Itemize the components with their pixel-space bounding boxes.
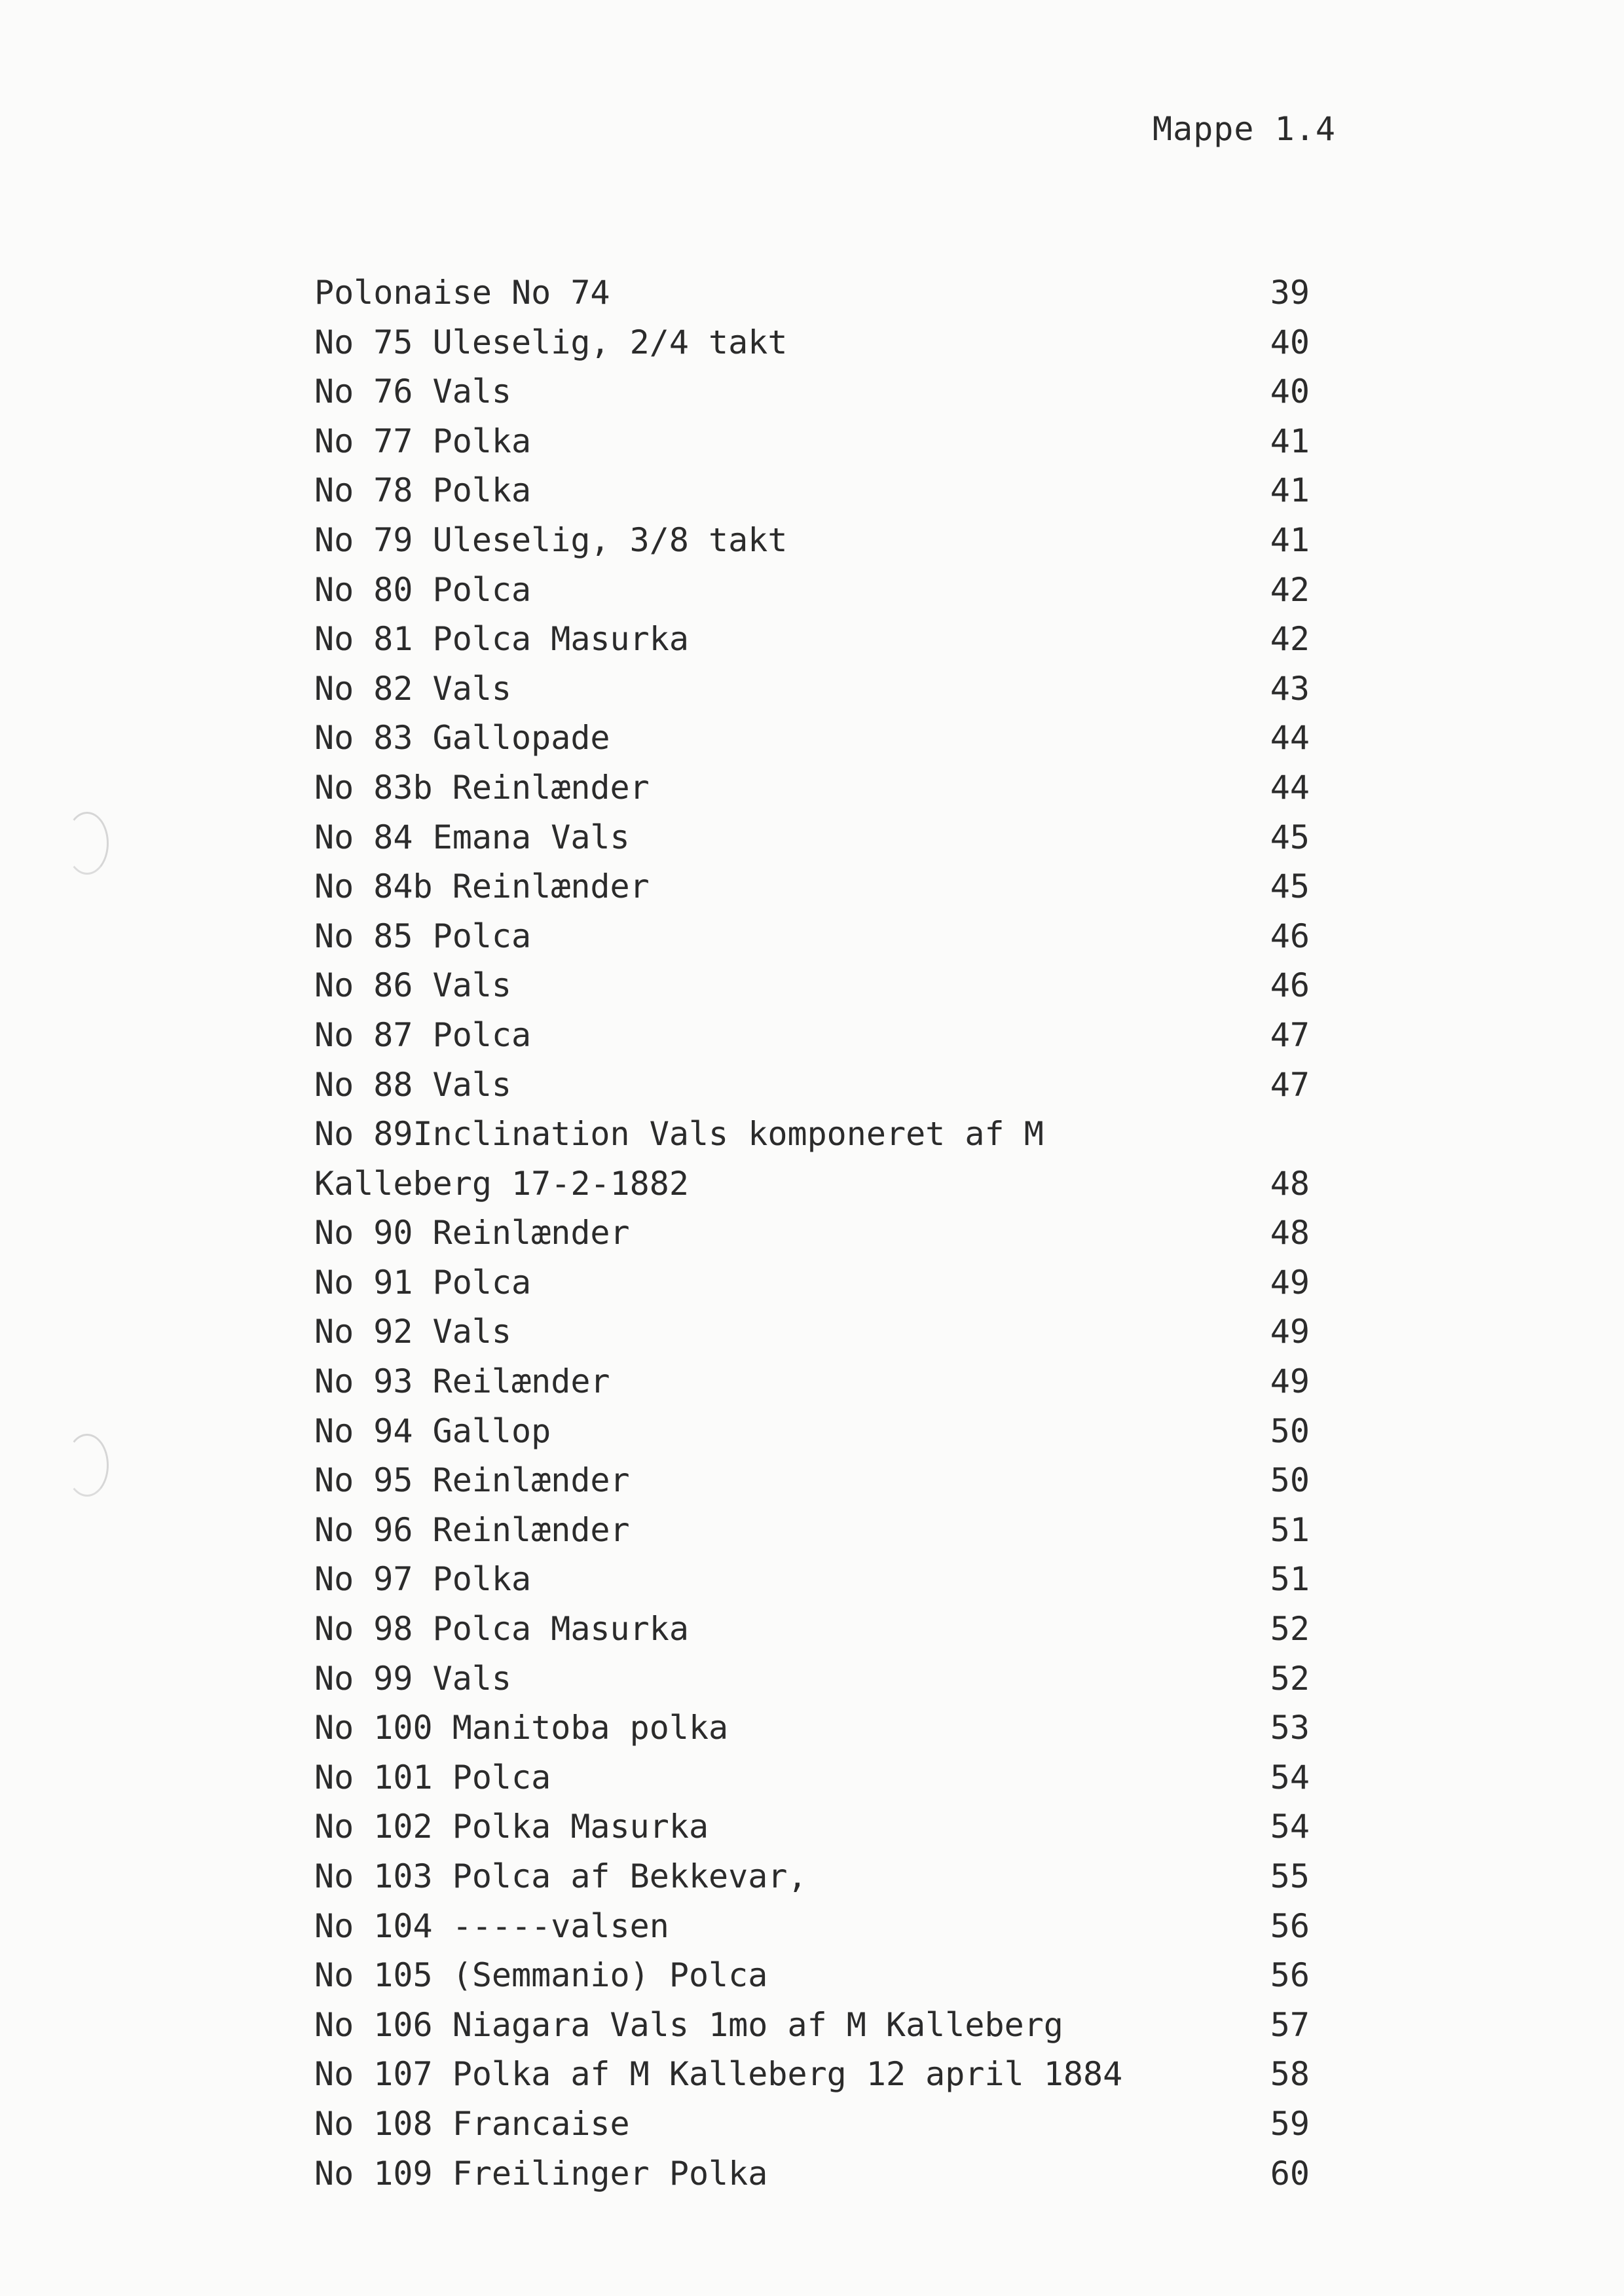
toc-row — [314, 1852, 1336, 1902]
toc-entry-title: No 78 Polka — [314, 471, 532, 510]
toc-entry-title: No 83b Reinlænder — [314, 768, 650, 807]
toc-entry-title: No 84 Emana Vals — [314, 818, 630, 856]
toc-row — [314, 1951, 1336, 2001]
toc-entry-page: 39 — [1270, 274, 1310, 312]
toc-entry-title: No 91 Polca — [314, 1263, 532, 1302]
toc-entry-title: No 102 Polka Masurka — [314, 1808, 709, 1846]
toc-entry-title: No 101 Polca — [314, 1758, 551, 1796]
toc-row — [314, 1258, 1336, 1308]
toc-row — [314, 2100, 1336, 2149]
toc-entry-page: 44 — [1270, 719, 1310, 757]
toc-entry-title: No 82 Vals — [314, 669, 512, 708]
toc-row — [314, 1456, 1336, 1506]
toc-entry-title: No 108 Francaise — [314, 2104, 630, 2143]
toc-entry-page: 41 — [1270, 471, 1310, 510]
toc-row — [314, 268, 1336, 318]
toc-entry-title: No 100 Manitoba polka — [314, 1709, 729, 1747]
toc-entry-title: No 98 Polca Masurka — [314, 1610, 689, 1649]
toc-entry-page: 51 — [1270, 1560, 1310, 1599]
toc-entry-page: 50 — [1270, 1461, 1310, 1500]
toc-entry-title: No 107 Polka af M Kalleberg 12 april 1884 — [314, 2055, 1123, 2094]
toc-entry-title: No 86 Vals — [314, 966, 512, 1005]
toc-entry-title: No 84b Reinlænder — [314, 867, 650, 906]
folder-label: Mappe 1.4 — [1153, 110, 1336, 148]
toc-entry-page: 46 — [1270, 966, 1310, 1005]
toc-row — [314, 1555, 1336, 1605]
punch-hole-top — [65, 812, 109, 875]
toc-row — [314, 862, 1336, 912]
toc-row — [314, 1011, 1336, 1061]
toc-entry-page: 49 — [1270, 1263, 1310, 1302]
toc-entry-page: 55 — [1270, 1857, 1310, 1895]
punch-hole-bottom — [65, 1434, 109, 1497]
toc-entry-title: No 93 Reilænder — [314, 1362, 610, 1401]
toc-row — [314, 466, 1336, 516]
toc-entry-page: 56 — [1270, 1906, 1310, 1945]
toc-entry-title: No 75 Uleselig, 2/4 takt — [314, 323, 788, 361]
toc-entry-page: 52 — [1270, 1659, 1310, 1698]
toc-row — [314, 1061, 1336, 1110]
toc-entry-title: No 81 Polca Masurka — [314, 620, 689, 659]
toc-entry-title: No 90 Reinlænder — [314, 1214, 630, 1252]
toc-row — [314, 1605, 1336, 1654]
toc-entry-page: 48 — [1270, 1164, 1310, 1203]
toc-entry-page: 54 — [1270, 1758, 1310, 1796]
toc-row — [314, 1307, 1336, 1357]
toc-entry-title: No 77 Polka — [314, 422, 532, 460]
toc-row — [314, 367, 1336, 417]
toc-entry-page: 40 — [1270, 323, 1310, 361]
toc-row — [314, 2050, 1336, 2100]
toc-row — [314, 2001, 1336, 2050]
toc-entry-title: No 103 Polca af Bekkevar, — [314, 1857, 807, 1895]
toc-entry-page: 60 — [1270, 2154, 1310, 2193]
toc-entry-title: No 105 (Semmanio) Polca — [314, 1956, 768, 1995]
toc-row — [314, 1802, 1336, 1852]
toc-entry-title: No 88 Vals — [314, 1065, 512, 1104]
toc-entry-page: 45 — [1270, 867, 1310, 906]
toc-entry-title: No 96 Reinlænder — [314, 1510, 630, 1549]
toc-entry-page: 53 — [1270, 1709, 1310, 1747]
toc-entry-title: Polonaise No 74 — [314, 274, 610, 312]
toc-row — [314, 318, 1336, 368]
toc-entry-title: Kalleberg 17-2-1882 — [314, 1164, 689, 1203]
toc-entry-page: 41 — [1270, 422, 1310, 460]
toc-entry-title: No 97 Polka — [314, 1560, 532, 1599]
toc-entry-page: 44 — [1270, 768, 1310, 807]
toc-row — [314, 961, 1336, 1011]
toc-entry-page: 50 — [1270, 1412, 1310, 1450]
toc-entry-title: No 92 Vals — [314, 1313, 512, 1351]
toc-entry-page: 58 — [1270, 2055, 1310, 2094]
toc-row — [314, 1407, 1336, 1457]
toc-entry-page: 47 — [1270, 1065, 1310, 1104]
toc-row — [314, 516, 1336, 566]
toc-entry-title: No 104 -----valsen — [314, 1906, 669, 1945]
toc-row — [314, 1902, 1336, 1952]
toc-row — [314, 615, 1336, 665]
toc-row — [314, 1209, 1336, 1258]
toc-entry-page: 52 — [1270, 1610, 1310, 1649]
toc-entry-page: 49 — [1270, 1313, 1310, 1351]
toc-entry-page: 40 — [1270, 373, 1310, 411]
toc-entry-page: 54 — [1270, 1808, 1310, 1846]
toc-row — [314, 813, 1336, 863]
toc-entry-title: No 106 Niagara Vals 1mo af M Kalleberg — [314, 2005, 1063, 2044]
toc-entry-title: No 89Inclination Vals komponeret af M — [314, 1115, 1044, 1154]
toc-row — [314, 763, 1336, 813]
toc-row — [314, 417, 1336, 467]
toc-entry-page: 46 — [1270, 917, 1310, 955]
toc-row — [314, 1159, 1336, 1209]
table-of-contents — [314, 268, 1336, 2198]
toc-row — [314, 1357, 1336, 1407]
toc-entry-page: 45 — [1270, 818, 1310, 856]
toc-row — [314, 1704, 1336, 1753]
toc-row — [314, 912, 1336, 962]
toc-entry-title: No 109 Freilinger Polka — [314, 2154, 768, 2193]
toc-entry-page: 47 — [1270, 1015, 1310, 1054]
toc-entry-page: 43 — [1270, 669, 1310, 708]
toc-row — [314, 1654, 1336, 1704]
toc-entry-page: 49 — [1270, 1362, 1310, 1401]
toc-entry-page: 59 — [1270, 2104, 1310, 2143]
toc-entry-title: No 76 Vals — [314, 373, 512, 411]
toc-entry-page: 41 — [1270, 520, 1310, 559]
toc-entry-title: No 87 Polca — [314, 1015, 532, 1054]
toc-entry-page: 48 — [1270, 1214, 1310, 1252]
toc-entry-title: No 80 Polca — [314, 570, 532, 609]
toc-entry-page: 42 — [1270, 620, 1310, 659]
toc-entry-page: 51 — [1270, 1510, 1310, 1549]
toc-row — [314, 1753, 1336, 1803]
toc-row — [314, 566, 1336, 615]
toc-entry-title: No 99 Vals — [314, 1659, 512, 1698]
toc-entry-title: No 83 Gallopade — [314, 719, 610, 757]
toc-row — [314, 1506, 1336, 1556]
toc-entry-page: 57 — [1270, 2005, 1310, 2044]
toc-entry-page: 56 — [1270, 1956, 1310, 1995]
toc-entry-title: No 95 Reinlænder — [314, 1461, 630, 1500]
toc-row — [314, 665, 1336, 714]
toc-row — [314, 2149, 1336, 2199]
toc-entry-title: No 85 Polca — [314, 917, 532, 955]
toc-entry-title: No 94 Gallop — [314, 1412, 551, 1450]
toc-row — [314, 1110, 1336, 1159]
toc-entry-page: 42 — [1270, 570, 1310, 609]
toc-entry-title: No 79 Uleselig, 3/8 takt — [314, 520, 788, 559]
toc-row — [314, 714, 1336, 763]
